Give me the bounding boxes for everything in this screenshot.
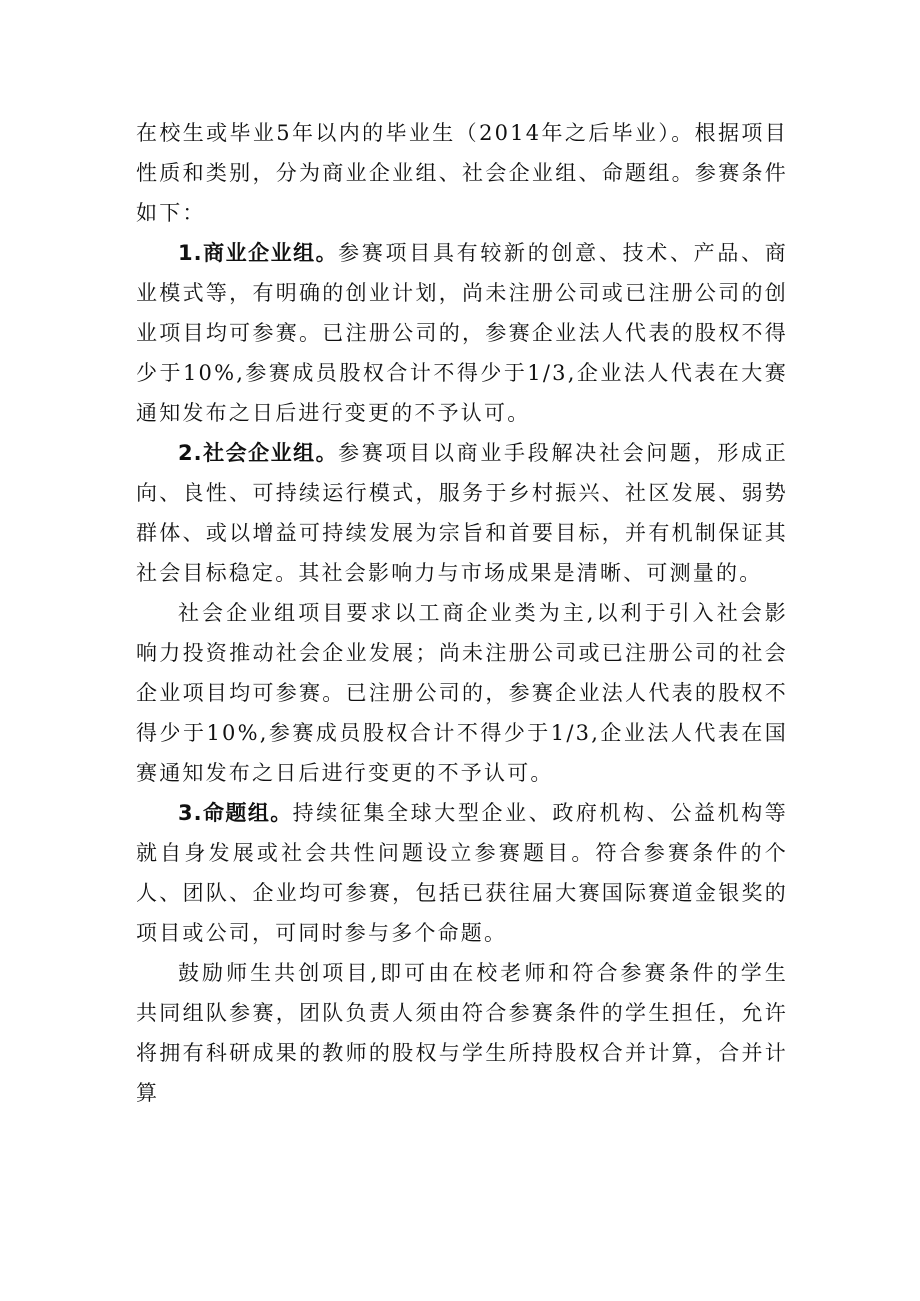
paragraph-text: 在校生或毕业5年以内的毕业生（2014年之后毕业）。根据项目性质和类别，分为商业企业组、社会企业组、命题组。参赛条件如下：	[136, 121, 788, 225]
document-body	[136, 113, 788, 1113]
paragraph-proposition-group	[136, 793, 788, 953]
paragraph-text: 参赛项目具有较新的创意、技术、产品、商业模式等，有明确的创业计划，尚未注册公司或已注册公司的创业项目均可参赛。已注册公司的，参赛企业法人代表的股权不得少于10%,参赛成员股权合计不得少于1/3,企业法人代表在大赛通知发布之日后进行变更的不予认可。	[136, 241, 788, 425]
paragraph-social-group-requirements	[136, 593, 788, 793]
paragraph-teacher-student-projects	[136, 953, 788, 1113]
section-heading-proposition-group: 3.命题组。	[178, 801, 293, 825]
paragraph-eligibility-continued	[136, 113, 788, 233]
paragraph-commercial-group	[136, 233, 788, 433]
paragraph-text: 鼓励师生共创项目,即可由在校老师和符合参赛条件的学生共同组队参赛，团队负责人须由符合参赛条件的学生担任，允许将拥有科研成果的教师的股权与学生所持股权合并计算，合并计算	[136, 961, 788, 1105]
section-heading-commercial-group: 1.商业企业组。	[178, 241, 339, 265]
paragraph-text: 社会企业组项目要求以工商企业类为主,以利于引入社会影响力投资推动社会企业发展；尚未注册公司或已注册公司的社会企业项目均可参赛。已注册公司的，参赛企业法人代表的股权不得少于10%,参赛成员股权合计不得少于1/3,企业法人代表在国赛通知发布之日后进行变更的不予认可。	[136, 601, 788, 785]
paragraph-text: 参赛项目以商业手段解决社会问题，形成正向、良性、可持续运行模式，服务于乡村振兴、社区发展、弱势群体、或以增益可持续发展为宗旨和首要目标，并有机制保证其社会目标稳定。其社会影响力与市场成果是清晰、可测量的。	[136, 441, 788, 585]
section-heading-social-group: 2.社会企业组。	[178, 441, 339, 465]
paragraph-social-group	[136, 433, 788, 593]
paragraph-text: 持续征集全球大型企业、政府机构、公益机构等就自身发展或社会共性问题设立参赛题目。符合参赛条件的个人、团队、企业均可参赛，包括已获往届大赛国际赛道金银奖的项目或公司，可同时参与多个命题。	[136, 801, 789, 945]
